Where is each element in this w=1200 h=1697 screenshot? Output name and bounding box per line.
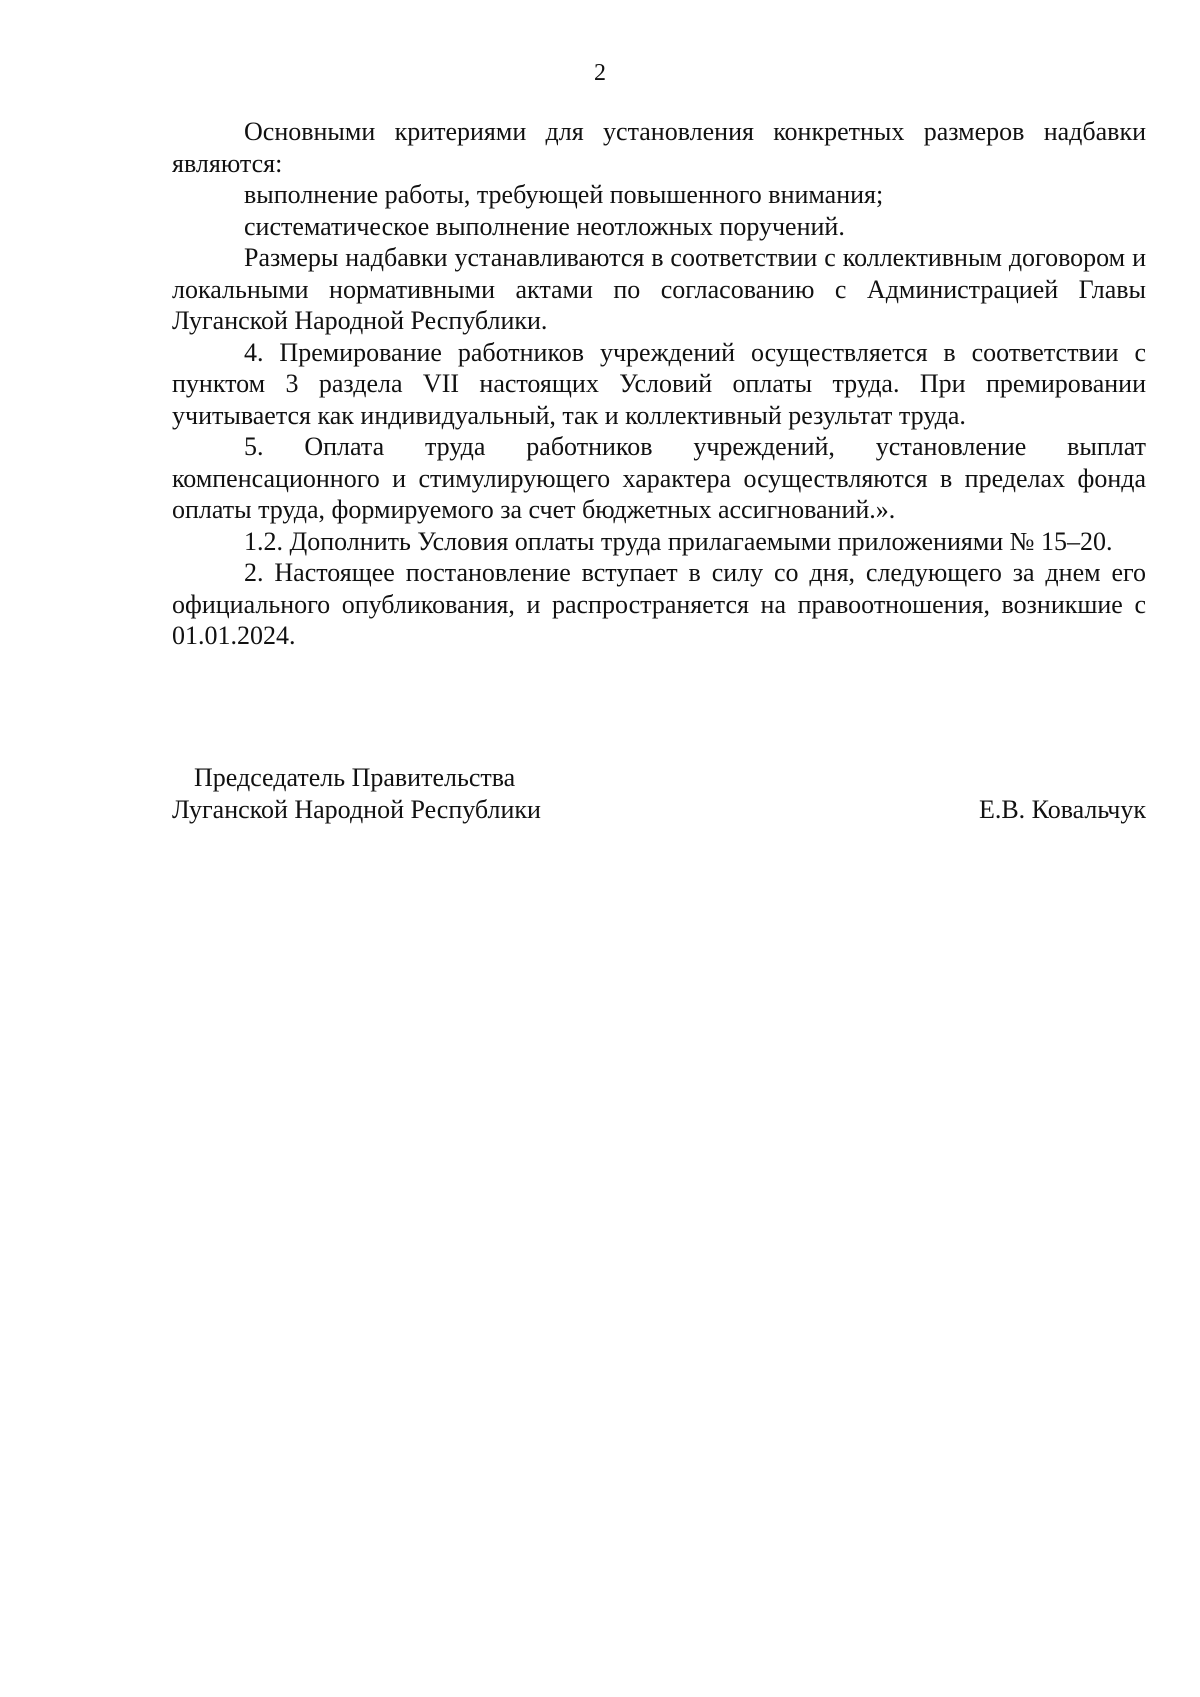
paragraph-item-2: 2. Настоящее постановление вступает в силу со дня, следующего за днем его официального опубликования, и распространяется на правоотношения, возникшие с 01.01.2024. bbox=[172, 558, 1146, 650]
signatory-title-line1: Председатель Правительства bbox=[194, 763, 516, 792]
paragraph-allowance-sizes: Размеры надбавки устанавливаются в соответствии с коллективным договором и локальными нормативными актами по согласованию с Администрацией Главы Луганской Народной Республики. bbox=[172, 243, 1146, 335]
page-number: 2 bbox=[594, 60, 606, 86]
paragraph-item-5: 5. Оплата труда работников учреждений, установление выплат компенсационного и стимулирующего характера осуществляются в пределах фонда оплаты труда, формируемого за счет бюджетных ассигнований.». bbox=[172, 432, 1146, 524]
signatory-name: Е.В. Ковальчук bbox=[978, 795, 1146, 824]
paragraph-criterion-attention: выполнение работы, требующей повышенного внимания; bbox=[244, 180, 884, 209]
paragraph-item-1-2: 1.2. Дополнить Условия оплаты труда прилагаемыми приложениями № 15–20. bbox=[244, 526, 1113, 556]
document-body bbox=[172, 116, 1146, 652]
paragraph-item-4: 4. Премирование работников учреждений осуществляется в соответствии с пунктом 3 раздела VII настоящих Условий оплаты труда. При премировании учитывается как индивидуальный, так и коллективный результат труда. bbox=[172, 337, 1146, 430]
paragraph-criteria: Основными критериями для установления конкретных размеров надбавки являются: bbox=[172, 117, 1146, 178]
signature-block bbox=[172, 762, 1146, 826]
signatory-title-line2: Луганской Народной Республики bbox=[172, 795, 541, 824]
paragraph-criterion-urgent: систематическое выполнение неотложных поручений. bbox=[244, 211, 845, 241]
